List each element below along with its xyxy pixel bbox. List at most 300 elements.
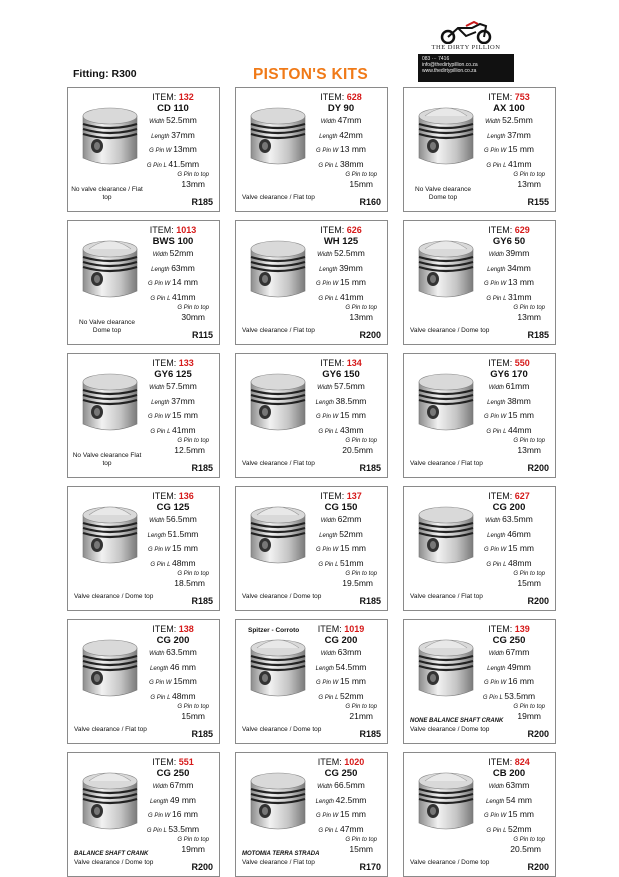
spec-gpin-width bbox=[135, 808, 211, 823]
spec-gpin-width bbox=[303, 675, 379, 690]
spec-length-value: 37mm bbox=[507, 129, 531, 140]
spec-length-label: Length bbox=[149, 665, 171, 672]
spec-gpin-top-value: 19.5mm bbox=[342, 578, 373, 589]
spec-width bbox=[303, 247, 379, 262]
piston-model: GY6 125 bbox=[154, 369, 192, 380]
item-code: 133 bbox=[178, 358, 194, 368]
spec-gpin-top-label: G Pin to top bbox=[177, 837, 209, 844]
spec-gpin-top-label: G Pin to top bbox=[345, 571, 377, 578]
piston-card bbox=[403, 87, 556, 212]
fitting-price: Fitting: R300 bbox=[73, 68, 137, 80]
spec-gpin-length-label: G Pin L bbox=[146, 827, 169, 834]
spec-length-label: Length bbox=[487, 665, 508, 672]
piston-card bbox=[67, 486, 220, 611]
spec-gpin-top-value: 13mm bbox=[517, 179, 541, 190]
spec-gpin-top-label: G Pin to top bbox=[345, 837, 377, 844]
spec-gpin-width-label: G Pin W bbox=[148, 813, 173, 820]
spec-length-label: Length bbox=[487, 133, 508, 140]
item-number bbox=[303, 624, 379, 635]
item-number bbox=[303, 491, 379, 502]
spec-gpin-top-value: 13mm bbox=[349, 312, 373, 323]
spec-gpin-width-value: 15 mm bbox=[508, 410, 534, 421]
spec-gpin-width-label: G Pin W bbox=[316, 148, 341, 155]
spec-gpin-length-value: 52mm bbox=[507, 823, 532, 834]
piston-specs bbox=[135, 624, 211, 722]
piston-card bbox=[67, 220, 220, 345]
item-label: ITEM: bbox=[320, 491, 347, 501]
spec-length bbox=[303, 794, 379, 809]
logo-contact-web: www.thedirtypillion.co.za bbox=[422, 68, 477, 74]
spec-gpin-width-value: 16 mm bbox=[172, 809, 198, 820]
valve-clearance-note: Valve clearance / Dome top bbox=[410, 327, 490, 334]
spec-length bbox=[471, 528, 547, 543]
spec-gpin-top-label: G Pin to top bbox=[177, 305, 209, 312]
spec-gpin-width-value: 15 mm bbox=[508, 809, 534, 820]
spec-width-label: Width bbox=[149, 385, 167, 391]
spec-gpin-length-value: 41mm bbox=[171, 424, 196, 435]
spec-gpin-top-value: 15mm bbox=[349, 844, 373, 855]
piston-card bbox=[235, 752, 388, 877]
spec-width bbox=[303, 646, 379, 661]
spec-width-value: 63.5mm bbox=[166, 647, 197, 657]
spec-width-label: Width bbox=[488, 252, 506, 258]
crank-note: BALANCE SHAFT CRANK bbox=[74, 851, 149, 857]
item-code: 136 bbox=[178, 491, 194, 501]
piston-brand-subtitle: Spitzer - Corroto bbox=[248, 627, 300, 634]
spec-gpin-length bbox=[135, 690, 211, 705]
valve-clearance-note: Valve clearance / Dome top bbox=[410, 859, 490, 866]
spec-gpin-width-label: G Pin W bbox=[484, 813, 509, 820]
price-tag: R185 bbox=[527, 330, 549, 340]
item-number bbox=[471, 358, 547, 369]
spec-width bbox=[135, 247, 211, 262]
price-tag: R200 bbox=[527, 463, 549, 473]
piston-specs bbox=[135, 225, 211, 323]
spec-length-label: Length bbox=[147, 532, 168, 539]
spec-length-value: 46 mm bbox=[170, 661, 196, 672]
valve-clearance-note: Valve clearance / Flat top bbox=[242, 194, 315, 201]
spec-gpin-length-label: G Pin L bbox=[486, 561, 508, 568]
item-code: 824 bbox=[514, 757, 530, 767]
logo-contact-panel bbox=[418, 54, 514, 82]
spec-gpin-width-value: 15 mm bbox=[172, 543, 198, 554]
item-label: ITEM: bbox=[152, 92, 179, 102]
price-tag: R185 bbox=[191, 729, 213, 739]
spec-gpin-length-label: G Pin L bbox=[486, 827, 508, 834]
spec-width bbox=[303, 114, 379, 129]
spec-width-value: 67mm bbox=[169, 780, 194, 790]
spec-gpin-width-value: 14 mm bbox=[172, 277, 198, 288]
shop-logo bbox=[418, 20, 514, 82]
spec-length-value: 37mm bbox=[171, 129, 195, 140]
spec-gpin-length bbox=[135, 823, 211, 838]
valve-clearance-note: Valve clearance / Flat top bbox=[242, 859, 315, 866]
spec-gpin-length-label: G Pin L bbox=[318, 561, 340, 568]
spec-gpin-top-value: 13mm bbox=[517, 445, 541, 456]
spec-gpin-length bbox=[135, 424, 211, 439]
spec-gpin-length-value: 43mm bbox=[339, 424, 364, 435]
item-number bbox=[471, 757, 547, 768]
spec-gpin-top-value: 15mm bbox=[349, 179, 373, 190]
spec-gpin-width bbox=[471, 542, 547, 557]
spec-gpin-length-label: G Pin L bbox=[146, 162, 169, 169]
spec-gpin-top-value: 13mm bbox=[517, 312, 541, 323]
spec-length-value: 38.5mm bbox=[335, 395, 367, 406]
spec-gpin-length-value: 41mm bbox=[507, 158, 532, 169]
spec-gpin-top-label: G Pin to top bbox=[513, 172, 545, 179]
item-number bbox=[135, 491, 211, 502]
price-tag: R160 bbox=[359, 197, 381, 207]
item-code: 753 bbox=[514, 92, 530, 102]
valve-clearance-note: Valve clearance / Dome top bbox=[242, 726, 322, 733]
piston-model: CG 150 bbox=[324, 502, 358, 513]
piston-model: CG 250 bbox=[324, 768, 358, 779]
piston-card bbox=[235, 220, 388, 345]
spec-gpin-top-label: G Pin to top bbox=[177, 438, 209, 445]
spec-width bbox=[135, 380, 211, 395]
item-number bbox=[135, 624, 211, 635]
spec-length-value: 34mm bbox=[507, 262, 531, 273]
spec-gpin-width bbox=[471, 276, 547, 291]
valve-clearance-note: Valve clearance / Flat top bbox=[410, 460, 483, 467]
item-number bbox=[135, 92, 211, 103]
item-number bbox=[135, 358, 211, 369]
item-code: 626 bbox=[346, 225, 362, 235]
spec-gpin-width-label: G Pin W bbox=[316, 414, 341, 421]
spec-gpin-length bbox=[135, 158, 211, 173]
spec-length bbox=[135, 794, 211, 809]
spec-width bbox=[135, 646, 211, 661]
piston-model: AX 100 bbox=[493, 103, 525, 114]
spec-gpin-top-value: 20.5mm bbox=[510, 844, 541, 855]
item-code: 1020 bbox=[344, 757, 365, 767]
item-number bbox=[303, 92, 379, 103]
spec-width-value: 57.5mm bbox=[334, 381, 365, 391]
spec-gpin-length-label: G Pin L bbox=[486, 428, 508, 435]
piston-card bbox=[403, 752, 556, 877]
spec-gpin-length bbox=[471, 424, 547, 439]
piston-card bbox=[403, 486, 556, 611]
spec-width-value: 66.5mm bbox=[334, 780, 365, 790]
piston-specs bbox=[135, 92, 211, 190]
spec-gpin-top-value: 21mm bbox=[349, 711, 373, 722]
valve-clearance-note: Valve clearance / Flat top bbox=[242, 327, 315, 334]
spec-width-value: 52.5mm bbox=[502, 115, 533, 125]
spec-width bbox=[471, 646, 547, 661]
piston-model: GY6 150 bbox=[322, 369, 360, 380]
item-code: 550 bbox=[514, 358, 530, 368]
spec-gpin-width-label: G Pin W bbox=[484, 680, 509, 687]
valve-clearance-note: No Valve clearance Flat top bbox=[72, 452, 142, 467]
logo-contact-email: info@thedirtypillion.co.za bbox=[422, 62, 478, 68]
piston-specs bbox=[135, 491, 211, 589]
piston-card bbox=[67, 353, 220, 478]
spec-gpin-width-value: 16 mm bbox=[508, 676, 534, 687]
spec-gpin-top-value: 20.5mm bbox=[342, 445, 373, 456]
spec-gpin-length-label: G Pin L bbox=[318, 694, 340, 701]
spec-gpin-width-value: 15 mm bbox=[172, 410, 198, 421]
spec-width-value: 63mm bbox=[505, 780, 530, 790]
spec-gpin-width-label: G Pin W bbox=[316, 547, 341, 554]
spec-length bbox=[135, 661, 211, 676]
spec-gpin-width-value: 15 mm bbox=[340, 809, 366, 820]
spec-gpin-top-value: 19mm bbox=[517, 711, 541, 722]
piston-model: DY 90 bbox=[327, 103, 355, 114]
item-number bbox=[471, 225, 547, 236]
item-number bbox=[135, 757, 211, 768]
spec-gpin-length bbox=[303, 291, 379, 306]
spec-gpin-top-label: G Pin to top bbox=[513, 837, 545, 844]
valve-clearance-note: No Valve clearance Dome top bbox=[415, 186, 471, 201]
spec-gpin-width bbox=[471, 675, 547, 690]
spec-gpin-top-value: 15mm bbox=[181, 711, 205, 722]
spec-gpin-width bbox=[303, 542, 379, 557]
piston-card bbox=[67, 87, 220, 212]
spec-gpin-width-label: G Pin W bbox=[484, 281, 509, 288]
item-label: ITEM: bbox=[320, 92, 347, 102]
spec-gpin-width bbox=[471, 808, 547, 823]
piston-model: CG 250 bbox=[156, 768, 190, 779]
spec-length bbox=[303, 528, 379, 543]
item-code: 132 bbox=[178, 92, 194, 102]
item-label: ITEM: bbox=[488, 757, 515, 767]
item-label: ITEM: bbox=[488, 358, 515, 368]
spec-gpin-width-label: G Pin W bbox=[484, 414, 509, 421]
spec-gpin-width bbox=[471, 409, 547, 424]
piston-card bbox=[403, 353, 556, 478]
price-tag: R185 bbox=[359, 729, 381, 739]
spec-gpin-width-value: 15 mm bbox=[508, 543, 534, 554]
spec-length-value: 49 mm bbox=[170, 794, 196, 805]
item-number bbox=[135, 225, 211, 236]
item-label: ITEM: bbox=[152, 491, 179, 501]
spec-gpin-top-label: G Pin to top bbox=[177, 172, 209, 179]
spec-length-label: Length bbox=[151, 399, 172, 406]
valve-clearance-note: Valve clearance / Dome top bbox=[74, 859, 154, 866]
item-number bbox=[303, 225, 379, 236]
price-tag: R200 bbox=[527, 596, 549, 606]
spec-gpin-length-value: 52mm bbox=[339, 690, 364, 701]
item-label: ITEM: bbox=[488, 92, 515, 102]
spec-length-label: Length bbox=[487, 532, 508, 539]
spec-length bbox=[303, 262, 379, 277]
spec-length bbox=[471, 794, 547, 809]
spec-gpin-width-value: 15 mm bbox=[340, 277, 366, 288]
spec-length-value: 37mm bbox=[171, 395, 195, 406]
spec-gpin-width bbox=[135, 675, 211, 690]
spec-length-label: Length bbox=[319, 532, 340, 539]
spec-gpin-width-label: G Pin W bbox=[149, 680, 174, 687]
spec-width bbox=[303, 513, 379, 528]
spec-length-label: Length bbox=[487, 266, 508, 273]
spec-width-value: 52mm bbox=[169, 248, 194, 258]
spec-width bbox=[303, 779, 379, 794]
spec-gpin-length-value: 44mm bbox=[507, 424, 532, 435]
spec-gpin-length-label: G Pin L bbox=[150, 295, 172, 302]
piston-card bbox=[67, 619, 220, 744]
item-code: 1013 bbox=[176, 225, 197, 235]
spec-length-value: 54.5mm bbox=[335, 661, 367, 672]
item-label: ITEM: bbox=[488, 491, 515, 501]
spec-gpin-width-label: G Pin W bbox=[148, 281, 173, 288]
price-tag: R200 bbox=[527, 729, 549, 739]
spec-gpin-width-value: 15 mm bbox=[508, 144, 534, 155]
spec-width-label: Width bbox=[485, 119, 503, 125]
piston-card bbox=[235, 619, 388, 744]
spec-gpin-length bbox=[471, 158, 547, 173]
page-title: PISTON'S KITS bbox=[253, 66, 368, 83]
spec-width bbox=[135, 114, 211, 129]
piston-specs bbox=[471, 92, 547, 190]
price-tag: R185 bbox=[359, 596, 381, 606]
spec-gpin-length bbox=[135, 291, 211, 306]
spec-gpin-width-value: 15 mm bbox=[340, 676, 366, 687]
spec-gpin-length bbox=[303, 557, 379, 572]
piston-card bbox=[67, 752, 220, 877]
spec-gpin-top-label: G Pin to top bbox=[513, 704, 545, 711]
spec-gpin-top-value: 18.5mm bbox=[174, 578, 205, 589]
price-tag: R155 bbox=[527, 197, 549, 207]
spec-width-label: Width bbox=[485, 518, 503, 524]
spec-gpin-length bbox=[471, 690, 547, 705]
spec-length bbox=[135, 528, 211, 543]
piston-model: CG 200 bbox=[156, 635, 190, 646]
spec-gpin-top-label: G Pin to top bbox=[345, 305, 377, 312]
spec-gpin-width-label: G Pin W bbox=[148, 547, 173, 554]
spec-gpin-length-label: G Pin L bbox=[150, 561, 172, 568]
spec-gpin-top-value: 13mm bbox=[181, 179, 205, 190]
spec-gpin-top-value: 15mm bbox=[517, 578, 541, 589]
spec-gpin-width-label: G Pin W bbox=[484, 547, 509, 554]
item-label: ITEM: bbox=[149, 225, 177, 235]
piston-card bbox=[403, 220, 556, 345]
spec-gpin-length-label: G Pin L bbox=[318, 295, 340, 302]
item-code: 629 bbox=[514, 225, 530, 235]
spec-width-label: Width bbox=[320, 518, 338, 524]
price-tag: R200 bbox=[527, 862, 549, 872]
spec-width-value: 63.5mm bbox=[502, 514, 533, 524]
logo-contact-phone: 083 ··· 7416 bbox=[422, 56, 450, 62]
valve-clearance-note: Valve clearance / Dome top bbox=[242, 593, 322, 600]
spec-length-label: Length bbox=[315, 399, 336, 406]
piston-model: CG 200 bbox=[492, 502, 526, 513]
spec-width-label: Width bbox=[149, 651, 167, 657]
spec-length-label: Length bbox=[315, 798, 336, 805]
spec-length bbox=[471, 661, 547, 676]
motorbike-icon bbox=[436, 20, 496, 44]
spec-gpin-length-value: 41mm bbox=[339, 291, 364, 302]
item-code: 628 bbox=[346, 92, 362, 102]
spec-gpin-length bbox=[303, 690, 379, 705]
spec-width-label: Width bbox=[152, 252, 170, 258]
piston-model: GY6 170 bbox=[490, 369, 528, 380]
spec-width bbox=[135, 513, 211, 528]
item-code: 138 bbox=[178, 624, 194, 634]
spec-length-label: Length bbox=[315, 665, 336, 672]
spec-length-value: 51.5mm bbox=[167, 528, 199, 539]
piston-specs bbox=[135, 757, 211, 855]
spec-gpin-width-label: G Pin W bbox=[316, 281, 341, 288]
spec-length-value: 49mm bbox=[507, 661, 531, 672]
spec-width-label: Width bbox=[320, 651, 338, 657]
spec-gpin-width bbox=[303, 143, 379, 158]
spec-width-label: Width bbox=[149, 518, 167, 524]
spec-width-label: Width bbox=[317, 385, 335, 391]
spec-width-value: 47mm bbox=[337, 115, 362, 125]
spec-width bbox=[471, 380, 547, 395]
spec-gpin-width bbox=[135, 143, 211, 158]
spec-length-label: Length bbox=[319, 266, 340, 273]
spec-gpin-width bbox=[471, 143, 547, 158]
spec-gpin-length-label: G Pin L bbox=[486, 162, 508, 169]
spec-gpin-length bbox=[471, 823, 547, 838]
spec-gpin-width bbox=[303, 276, 379, 291]
spec-length bbox=[471, 129, 547, 144]
item-label: ITEM: bbox=[488, 624, 515, 634]
item-code: 1019 bbox=[344, 624, 365, 634]
spec-gpin-width-label: G Pin W bbox=[148, 414, 173, 421]
spec-gpin-length-label: G Pin L bbox=[482, 694, 505, 701]
spec-width-value: 57.5mm bbox=[166, 381, 197, 391]
spec-length bbox=[135, 395, 211, 410]
piston-card bbox=[235, 486, 388, 611]
spec-width-label: Width bbox=[152, 784, 170, 790]
spec-width-label: Width bbox=[488, 651, 506, 657]
price-tag: R200 bbox=[191, 862, 213, 872]
spec-width-value: 52.5mm bbox=[166, 115, 197, 125]
spec-gpin-top-label: G Pin to top bbox=[345, 438, 377, 445]
spec-gpin-top-value: 19mm bbox=[181, 844, 205, 855]
spec-width-label: Width bbox=[317, 252, 335, 258]
valve-clearance-note: Valve clearance / Flat top bbox=[242, 460, 315, 467]
spec-gpin-length-value: 53.5mm bbox=[504, 690, 536, 701]
spec-gpin-length-value: 48mm bbox=[171, 690, 196, 701]
spec-length bbox=[303, 395, 379, 410]
spec-length bbox=[471, 395, 547, 410]
spec-gpin-width-label: G Pin W bbox=[316, 680, 341, 687]
spec-gpin-length-label: G Pin L bbox=[486, 295, 508, 302]
spec-gpin-width bbox=[135, 409, 211, 424]
spec-width-value: 39mm bbox=[505, 248, 530, 258]
spec-gpin-width-value: 13 mm bbox=[340, 144, 366, 155]
piston-specs bbox=[471, 225, 547, 323]
piston-model: WH 125 bbox=[323, 236, 359, 247]
valve-clearance-note: Valve clearance / Flat top bbox=[410, 593, 483, 600]
item-label: ITEM: bbox=[320, 225, 347, 235]
spec-width-value: 61mm bbox=[505, 381, 530, 391]
spec-width-label: Width bbox=[149, 119, 167, 125]
piston-model: CG 125 bbox=[156, 502, 190, 513]
spec-length-label: Length bbox=[149, 798, 171, 805]
price-tag: R185 bbox=[191, 197, 213, 207]
spec-width-value: 52.5mm bbox=[334, 248, 365, 258]
spec-gpin-top-label: G Pin to top bbox=[345, 172, 377, 179]
spec-gpin-length-label: G Pin L bbox=[318, 827, 340, 834]
spec-gpin-length-value: 53.5mm bbox=[168, 823, 200, 834]
spec-gpin-length-value: 47mm bbox=[339, 823, 364, 834]
price-tag: R185 bbox=[191, 596, 213, 606]
spec-width bbox=[471, 114, 547, 129]
spec-gpin-width-label: G Pin W bbox=[149, 148, 174, 155]
spec-width-label: Width bbox=[320, 119, 338, 125]
piston-specs bbox=[471, 757, 547, 855]
spec-gpin-length-value: 51mm bbox=[339, 557, 364, 568]
spec-length-label: Length bbox=[319, 133, 340, 140]
spec-gpin-top-label: G Pin to top bbox=[513, 571, 545, 578]
item-code: 134 bbox=[346, 358, 362, 368]
price-tag: R185 bbox=[359, 463, 381, 473]
item-code: 137 bbox=[346, 491, 362, 501]
